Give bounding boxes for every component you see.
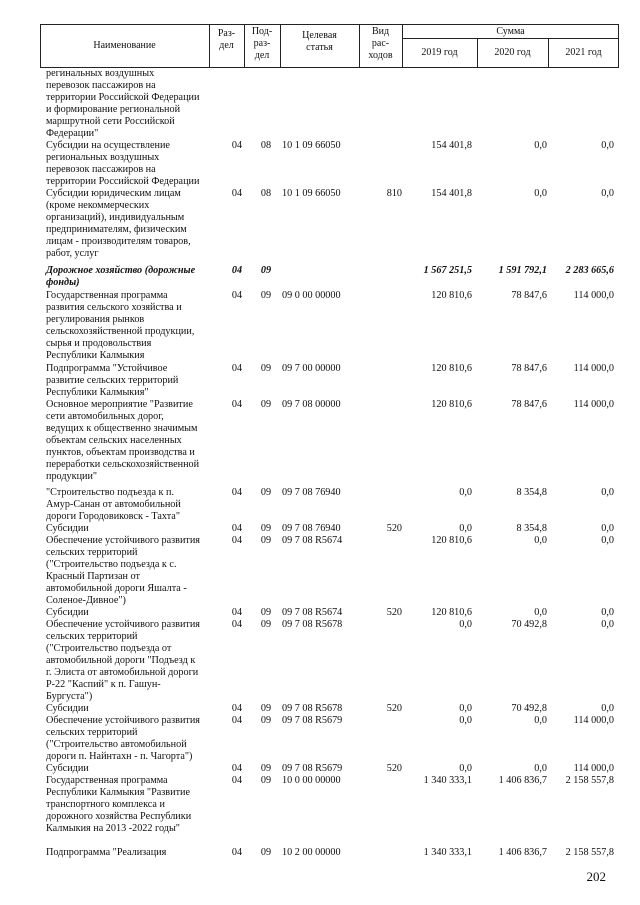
row-vid: 810 xyxy=(386,188,402,199)
row-podrazdel: 09 xyxy=(260,715,272,726)
row-razdel: 04 xyxy=(231,535,243,546)
row-amount-2021: 2 283 665,6 xyxy=(565,265,614,276)
row-razdel: 04 xyxy=(231,775,243,786)
header-year-2019: 2019 год xyxy=(421,47,458,58)
row-amount-2019: 0,0 xyxy=(459,763,472,774)
row-razdel: 04 xyxy=(231,847,243,858)
row-amount-2020: 8 354,8 xyxy=(516,487,547,498)
row-podrazdel: 09 xyxy=(260,290,272,301)
row-podrazdel: 09 xyxy=(260,763,272,774)
row-name: Обеспечение устойчивого развития сельских территорий ("Строительство автомобильной дороги п. Найнтахн - п. Чагорта") xyxy=(46,715,200,762)
row-amount-2019: 1 567 251,5 xyxy=(423,265,472,276)
row-name: Обеспечение устойчивого развития сельских территорий ("Строительство подъезда к с. Красный Партизан от автомобильной дороги Яшалта - Соленое-Дивное") xyxy=(46,535,200,606)
row-name: Государственная программа развития сельского хозяйства и регулирования рынков сельскохозяйственной продукции, сырья и продовольствия Республики Калмыкия xyxy=(46,290,195,361)
row-amount-2019: 0,0 xyxy=(459,703,472,714)
row-statya: 09 7 08 R5674 xyxy=(282,607,343,618)
row-podrazdel: 08 xyxy=(260,188,272,199)
row-amount-2020: 1 406 836,7 xyxy=(498,847,547,858)
row-name: Субсидии xyxy=(46,763,89,774)
row-amount-2020: 70 492,8 xyxy=(511,619,547,630)
row-statya: 09 7 08 00000 xyxy=(282,399,341,410)
row-amount-2020: 0,0 xyxy=(534,535,547,546)
row-statya: 09 7 08 R5674 xyxy=(282,535,343,546)
header-year-2021: 2021 год xyxy=(565,47,602,58)
row-amount-2019: 120 810,6 xyxy=(431,290,472,301)
row-statya: 10 2 00 00000 xyxy=(282,847,341,858)
row-podrazdel: 09 xyxy=(260,619,272,630)
row-statya: 10 1 09 66050 xyxy=(282,140,341,151)
row-amount-2020: 78 847,6 xyxy=(511,363,547,374)
row-vid: 520 xyxy=(386,763,402,774)
row-amount-2020: 8 354,8 xyxy=(516,523,547,534)
row-amount-2020: 1 406 836,7 xyxy=(498,775,547,786)
row-amount-2019: 154 401,8 xyxy=(431,140,472,151)
row-amount-2020: 0,0 xyxy=(534,763,547,774)
row-statya: 09 7 00 00000 xyxy=(282,363,341,374)
row-amount-2019: 0,0 xyxy=(459,487,472,498)
row-amount-2019: 0,0 xyxy=(459,523,472,534)
row-podrazdel: 09 xyxy=(260,399,272,410)
row-amount-2019: 0,0 xyxy=(459,715,472,726)
row-vid: 520 xyxy=(386,607,402,618)
row-razdel: 04 xyxy=(231,763,243,774)
row-name: Субсидии на осуществление региональных воздушных перевозок пассажиров на территории Российской Федерации xyxy=(46,140,200,187)
row-razdel: 04 xyxy=(231,487,243,498)
row-razdel: 04 xyxy=(231,265,243,276)
page-number: 202 xyxy=(586,869,606,884)
row-amount-2020: 0,0 xyxy=(534,188,547,199)
row-name: Государственная программа Республики Калмыкия "Развитие транспортного комплекса и дорожного хозяйства Республики Калмыкия на 2013 -2022 годы" xyxy=(46,775,192,834)
row-statya: 09 7 08 R5679 xyxy=(282,715,343,726)
row-amount-2020: 70 492,8 xyxy=(511,703,547,714)
row-statya: 09 7 08 R5679 xyxy=(282,763,343,774)
row-name: регинальных воздушных перевозок пассажиров на территории Российской Федерации и формирование региональной маршрутной сети Российской Федерации" xyxy=(46,68,200,139)
header-summa: Сумма xyxy=(496,26,525,37)
row-podrazdel: 09 xyxy=(260,265,272,276)
row-statya: 10 1 09 66050 xyxy=(282,188,341,199)
row-podrazdel: 09 xyxy=(260,607,272,618)
row-razdel: 04 xyxy=(231,140,243,151)
row-podrazdel: 09 xyxy=(260,487,272,498)
row-razdel: 04 xyxy=(231,607,243,618)
row-podrazdel: 08 xyxy=(260,140,272,151)
row-amount-2020: 78 847,6 xyxy=(511,399,547,410)
row-statya: 10 0 00 00000 xyxy=(282,775,341,786)
row-name: Подпрограмма "Устойчивое развитие сельских территорий Республики Калмыкия" xyxy=(46,363,179,398)
row-statya: 09 7 08 76940 xyxy=(282,523,341,534)
row-amount-2019: 120 810,6 xyxy=(431,535,472,546)
row-razdel: 04 xyxy=(231,703,243,714)
row-amount-2021: 0,0 xyxy=(601,523,614,534)
row-name: "Строительство подъезда к п. Амур-Санан от автомобильной дороги Городовиковск - Тахта" xyxy=(46,487,181,522)
row-amount-2020: 78 847,6 xyxy=(511,290,547,301)
row-podrazdel: 09 xyxy=(260,523,272,534)
row-amount-2021: 0,0 xyxy=(601,188,614,199)
row-amount-2019: 154 401,8 xyxy=(431,188,472,199)
row-statya: 09 7 08 R5678 xyxy=(282,703,343,714)
row-vid: 520 xyxy=(386,703,402,714)
header-name: Наименование xyxy=(93,40,156,51)
row-amount-2019: 120 810,6 xyxy=(431,607,472,618)
row-name: Субсидии xyxy=(46,607,89,618)
row-amount-2021: 0,0 xyxy=(601,703,614,714)
header-statya: Целевая статья xyxy=(302,30,337,53)
row-amount-2021: 114 000,0 xyxy=(573,363,614,374)
row-amount-2020: 0,0 xyxy=(534,715,547,726)
row-podrazdel: 09 xyxy=(260,847,272,858)
row-amount-2021: 114 000,0 xyxy=(573,290,614,301)
row-name: Обеспечение устойчивого развития сельских территорий ("Строительство подъезда от автомобильной дороги "Подъезд к г. Элиста от автомобильной дороги Р-22 "Каспий" к п. Гашун- Бургуста") xyxy=(46,619,200,702)
row-podrazdel: 09 xyxy=(260,535,272,546)
header-podrazdel: Под- раз- дел xyxy=(251,26,273,61)
row-name: Субсидии xyxy=(46,523,89,534)
row-amount-2021: 0,0 xyxy=(601,535,614,546)
row-name: Подпрограмма "Реализация xyxy=(46,847,167,858)
row-amount-2021: 0,0 xyxy=(601,607,614,618)
row-amount-2020: 0,0 xyxy=(534,607,547,618)
row-razdel: 04 xyxy=(231,363,243,374)
row-razdel: 04 xyxy=(231,290,243,301)
row-amount-2020: 0,0 xyxy=(534,140,547,151)
row-name: Субсидии xyxy=(46,703,89,714)
row-podrazdel: 09 xyxy=(260,363,272,374)
row-razdel: 04 xyxy=(231,619,243,630)
header-razdel: Раз- дел xyxy=(217,28,236,51)
row-amount-2019: 120 810,6 xyxy=(431,363,472,374)
row-name: Основное мероприятие "Развитие сети автомобильных дорог, ведущих к общественно значимым объектам сельских населенных пунктов, объектам производства и переработки сельскохозяйственной продукции" xyxy=(46,399,200,482)
row-amount-2021: 114 000,0 xyxy=(573,715,614,726)
row-razdel: 04 xyxy=(231,523,243,534)
header-year-2020: 2020 год xyxy=(494,47,531,58)
row-amount-2021: 2 158 557,8 xyxy=(565,847,614,858)
row-vid: 520 xyxy=(386,523,402,534)
row-amount-2019: 1 340 333,1 xyxy=(423,775,472,786)
row-amount-2021: 114 000,0 xyxy=(573,399,614,410)
row-name: Дорожное хозяйство (дорожные фонды) xyxy=(46,265,196,288)
header-divider xyxy=(402,38,619,39)
row-amount-2021: 0,0 xyxy=(601,619,614,630)
row-name: Субсидии юридическим лицам (кроме некоммерческих организаций), индивидуальным предпринимателям, физическим лицам - производителям товаров, работ, услуг xyxy=(46,188,191,259)
row-amount-2021: 114 000,0 xyxy=(573,763,614,774)
row-amount-2019: 0,0 xyxy=(459,619,472,630)
row-statya: 09 0 00 00000 xyxy=(282,290,341,301)
row-razdel: 04 xyxy=(231,399,243,410)
row-amount-2020: 1 591 792,1 xyxy=(498,265,547,276)
row-razdel: 04 xyxy=(231,715,243,726)
row-amount-2019: 120 810,6 xyxy=(431,399,472,410)
row-podrazdel: 09 xyxy=(260,703,272,714)
row-amount-2021: 0,0 xyxy=(601,487,614,498)
row-amount-2021: 0,0 xyxy=(601,140,614,151)
row-amount-2019: 1 340 333,1 xyxy=(423,847,472,858)
row-statya: 09 7 08 R5678 xyxy=(282,619,343,630)
row-statya: 09 7 08 76940 xyxy=(282,487,341,498)
row-razdel: 04 xyxy=(231,188,243,199)
row-amount-2021: 2 158 557,8 xyxy=(565,775,614,786)
header-vid: Вид рас- ходов xyxy=(368,26,393,61)
row-podrazdel: 09 xyxy=(260,775,272,786)
